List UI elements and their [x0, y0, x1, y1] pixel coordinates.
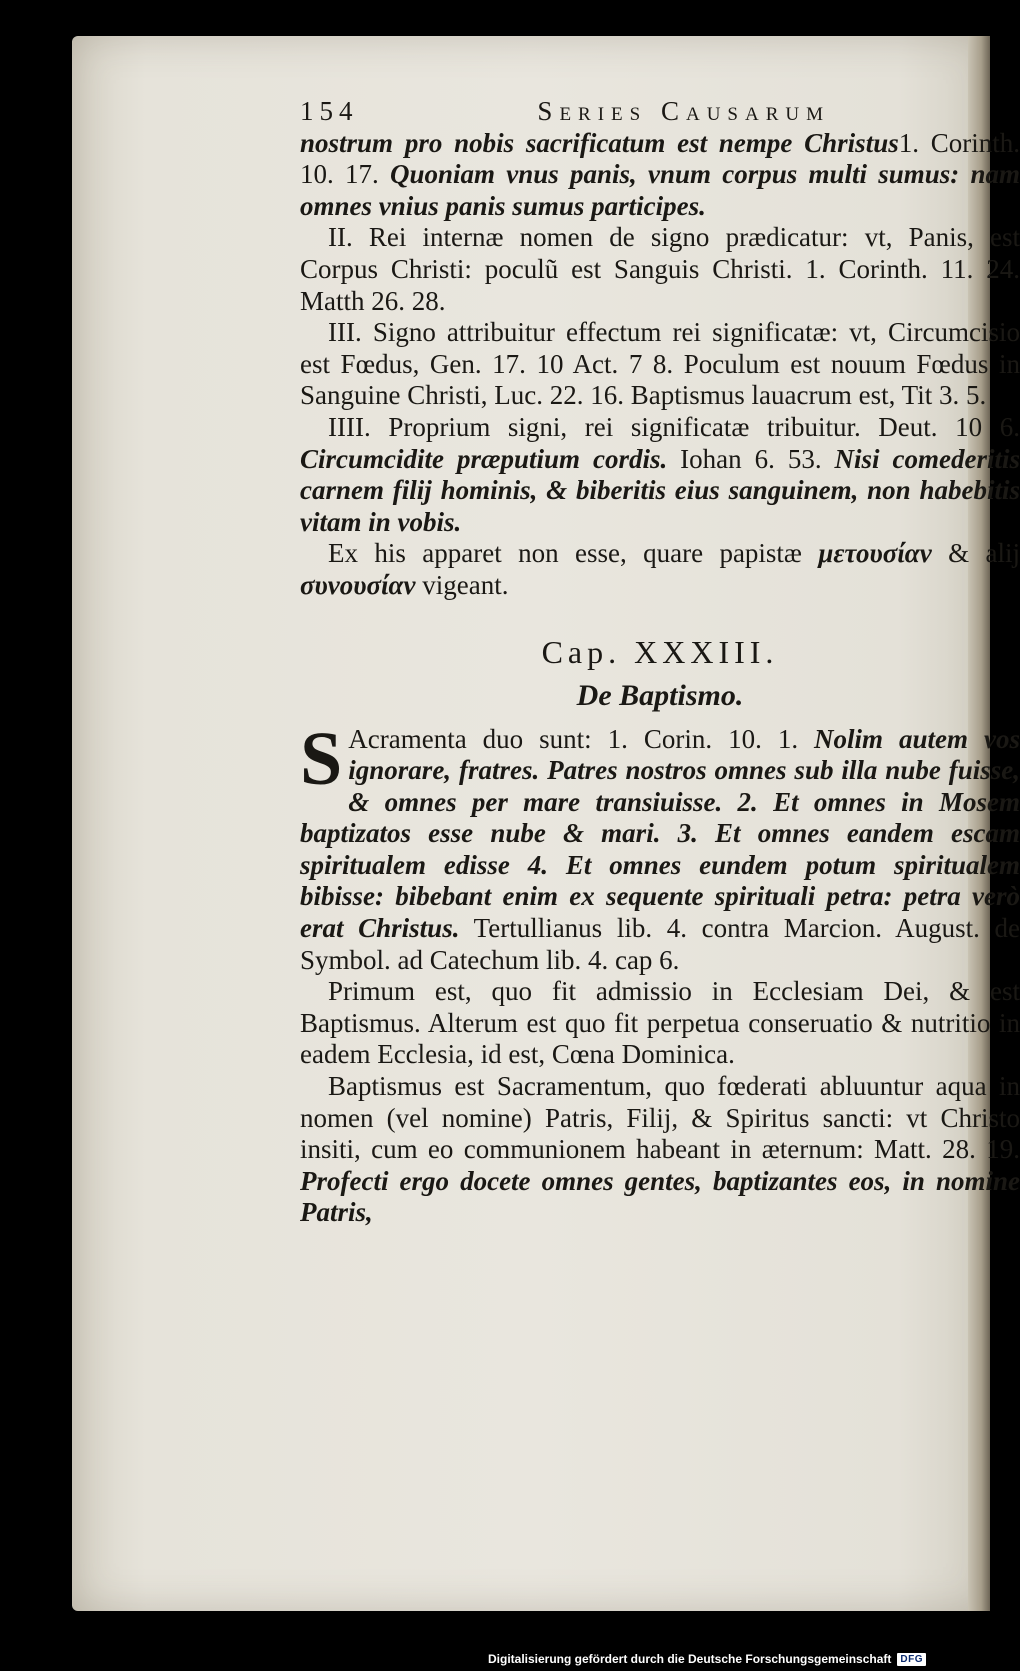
- italic-quotation: Quoniam vnus panis, vnum corpus multi sumus: nam omnes vnius panis sumus participes.: [300, 159, 1020, 221]
- chapter-title: Cap. XXXIII.: [541, 633, 779, 670]
- italic-quotation: Nisi comederitis carnem filij hominis, & biberitis eius sanguinem, non habebitis vitam in vobis.: [300, 443, 1020, 537]
- page-number: 154: [300, 96, 359, 126]
- credit-text: Digitalisierung gefördert durch die Deutsche Forschungsgemeinschaft: [487, 1652, 892, 1666]
- drop-cap: S: [300, 716, 343, 801]
- text-block: [300, 96, 1020, 1229]
- dfg-logo-icon: DFG: [897, 1653, 926, 1666]
- paragraph-p2: [300, 222, 1020, 317]
- text-segment: III. Signo attribuitur effectum rei significatæ: vt, Circumcisio est Fœdus, Gen. 17. 10 Act. 7 8. Poculum est nouum Fœdus in Sanguine Christi, Luc. 22. 16. Baptismus lauacrum est, Tit 3. 5.: [300, 317, 1020, 411]
- paragraph-p3: [300, 317, 1020, 412]
- paragraph-c1: [300, 716, 1020, 977]
- italic-quotation: συνουσίαν: [300, 569, 416, 600]
- text-segment: IIII. Proprium signi, rei significatæ tribuitur. Deut. 10 6.: [328, 411, 1020, 442]
- italic-quotation: nostrum pro nobis sacrificatum est nempe Christus: [300, 127, 899, 158]
- paragraph-list: [300, 128, 1020, 602]
- italic-quotation: Circumcidite præputium cordis.: [300, 443, 668, 474]
- chapter-paragraph-list: [300, 716, 1020, 1230]
- italic-quotation: Nolim autem vos ignorare, fratres. Patres nostros omnes sub illa nube fuisse, & omnes per mare transiuisse. 2. Et omnes in Mosem baptizatos esse nube & mari. 3. Et omnes eandem escam spiritualem edisse 4. Et omnes eundem potum spiritualem bibisse: bibebant enim ex sequente spirituali petra: petra verò erat Christus.: [300, 723, 1020, 944]
- text-segment: Primum est, quo fit admissio in Ecclesiam Dei, & est Baptismus. Alterum est quo fit perpetua conseruatio & nutritio in eadem Ecclesia, id est, Cœna Dominica.: [300, 976, 1020, 1070]
- paragraph-p4: [300, 412, 1020, 538]
- text-segment: Ex his apparet non esse, quare papistæ: [328, 538, 819, 569]
- running-head: Series Causarum: [537, 96, 830, 126]
- paragraph-c2: [300, 976, 1020, 1071]
- text-segment: & alij: [931, 538, 1020, 569]
- text-segment: Acramenta duo sunt: 1. Corin. 10. 1.: [348, 723, 815, 754]
- paragraph-p5: [300, 538, 1020, 601]
- text-segment: Iohan 6. 53.: [667, 443, 835, 474]
- page-header: [300, 96, 830, 128]
- text-segment: II. Rei internæ nomen de signo prædicatur: vt, Panis, est Corpus Christi: poculũ est Sanguis Christi. 1. Corinth. 11. 24. Matth 26. 28.: [300, 222, 1020, 316]
- book-page: [72, 36, 1020, 1611]
- text-segment: Baptismus est Sacramentum, quo fœderati abluuntur aqua in nomen (vel nomine) Patris, Filij, & Spiritus sancti: vt Christo insiti, cum eo communionem habeant in æternum: Matt. 28. 19.: [300, 1071, 1020, 1165]
- chapter-subtitle: De Baptismo.: [576, 678, 744, 712]
- digitization-credit: [488, 1652, 926, 1666]
- text-segment: Tertullianus lib. 4. contra Marcion. August. de Symbol. ad Catechum lib. 4. cap 6.: [300, 913, 1020, 975]
- italic-quotation: Profecti ergo docete omnes gentes, baptizantes eos, in nomine Patris,: [300, 1165, 1020, 1228]
- text-segment: vigeant.: [415, 569, 509, 600]
- paragraph-p1: [300, 128, 1020, 223]
- paragraph-c3: [300, 1071, 1020, 1229]
- text-segment: 1. Corinth. 10. 17.: [300, 127, 1020, 190]
- italic-quotation: μετουσίαν: [818, 538, 932, 569]
